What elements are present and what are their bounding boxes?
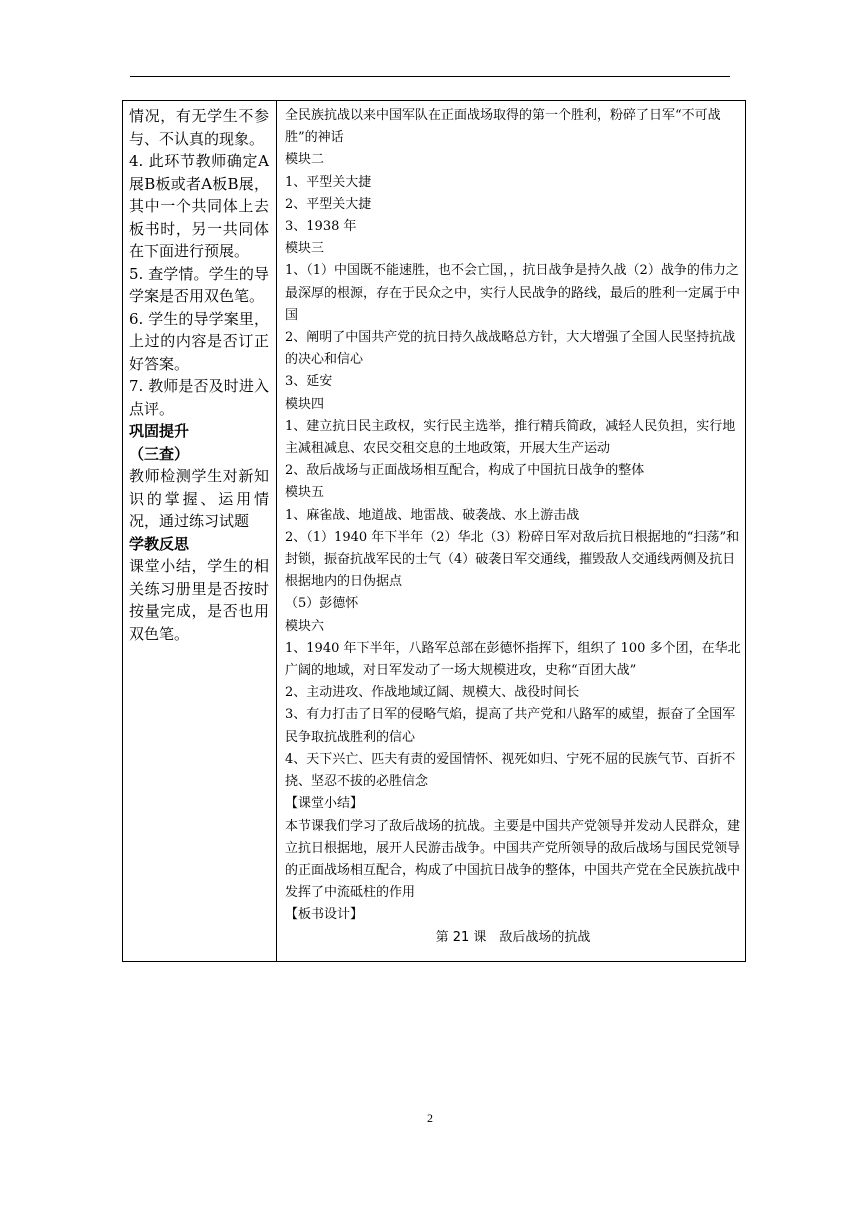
- answer-paragraph: 全民族抗战以来中国军队在正面战场取得的第一个胜利，粉碎了日军“不可战胜”的神话: [285, 108, 721, 146]
- answer-paragraph: 3、有力打击了日军的侵略气焰，提高了共产党和八路军的威望，振奋了全国军民争取抗战胜利的信心: [285, 707, 736, 745]
- answer-paragraph: 【课堂小结】: [285, 796, 364, 812]
- note-paragraph: 5. 查学情。学生的导学案是否用双色笔。: [129, 264, 269, 305]
- note-paragraph: 教师检测学生对新知识的掌握、运用情况，通过练习试题: [129, 467, 269, 530]
- answer-paragraph: 模块五: [285, 485, 325, 501]
- answer-paragraph: 2、敌后战场与正面战场相互配合，构成了中国抗日战争的整体: [285, 463, 645, 479]
- answer-paragraph: 3、1938 年: [285, 219, 357, 235]
- note-paragraph: 7. 教师是否及时进入点评。: [129, 377, 269, 418]
- answer-paragraph: 2、（1）1940 年下半年（2）华北（3）粉碎日军对敌后抗日根据地的“扫荡”和封锁，振奋抗战军民的士气（4）破袭日军交通线，摧毁敌人交通线两侧及抗日根据地内的日伪据点: [285, 529, 740, 590]
- header-rule: [130, 76, 730, 77]
- answer-paragraph: 4、天下兴亡、匹夫有责的爱国情怀、视死如归、宁死不屈的民族气节、百折不挠、坚忍不拔的必胜信念: [285, 751, 736, 790]
- answer-paragraph: 模块三: [285, 241, 325, 257]
- section-heading: 巩固提升: [129, 422, 190, 440]
- section-heading: 学教反思: [129, 534, 190, 553]
- answer-paragraph: 模块六: [285, 618, 325, 634]
- answer-paragraph: 3、延安: [285, 374, 333, 390]
- teaching-notes-column: [129, 105, 269, 645]
- page-number: 2: [427, 1111, 433, 1125]
- answer-paragraph: 1、1940 年下半年，八路军总部在彭德怀指挥下，组织了 100 多个团，在华北广阔的地域，对日军发动了一场大规模进攻，史称“百团大战”: [285, 640, 741, 679]
- answer-paragraph: 2、平型关大捷: [285, 196, 372, 212]
- answer-paragraph: 1、建立抗日民主政权，实行民主选举，推行精兵简政，减轻人民负担，实行地主减租减息、农民交租交息的土地政策，开展大生产运动: [285, 418, 736, 457]
- lesson-table: [122, 100, 746, 962]
- note-paragraph: 6. 学生的导学案里，上过的内容是否订正好答案。: [129, 309, 269, 373]
- note-paragraph: 4. 此环节教师确定A展B板或者A板B展，其中一个共同体上去板书时，另一共同体在下面进行预展。: [129, 152, 269, 260]
- answer-paragraph: 1、（1）中国既不能速胜，也不会亡国，，抗日战争是持久战（2）战争的伟力之最深厚的根源，存在于民众之中，实行人民战争的路线，最后的胜利一定属于中国: [285, 263, 741, 323]
- answer-paragraph: 1、平型关大捷: [285, 174, 372, 190]
- answer-paragraph: 2、阐明了中国共产党的抗日持久战战略总方针，大大增强了全国人民坚持抗战的决心和信心: [285, 330, 736, 368]
- answer-paragraph: 2、主动进攻、作战地域辽阔、规模大、战役时间长: [285, 685, 580, 701]
- column-divider: [276, 101, 277, 961]
- note-paragraph: 情况，有无学生不参与、不认真的现象。: [129, 107, 269, 148]
- answer-paragraph: 1、麻雀战、地道战、地雷战、破袭战、水上游击战: [285, 507, 580, 523]
- note-paragraph: 课堂小结，学生的相关练习册里是否按时按量完成，是否也用双色笔。: [129, 557, 269, 643]
- answer-paragraph: 本节课我们学习了敌后战场的抗战。主要是中国共产党领导并发动人民群众，建立抗日根据地，展开人民游击战争。中国共产党所领导的敌后战场与国民党领导的正面战场相互配合，构成了中国抗日战争的整体，中国共产党在全民族抗战中发挥了中流砥柱的作用: [285, 818, 741, 901]
- answer-paragraph: （5）彭德怀: [285, 596, 359, 612]
- section-heading: （三查）: [129, 444, 190, 463]
- answer-paragraph: 模块四: [285, 396, 325, 412]
- answer-paragraph: 【板书设计】: [285, 907, 364, 923]
- answer-paragraph: 模块二: [285, 152, 325, 168]
- answers-column: [285, 105, 741, 949]
- board-title: 第 21 课 敌后战场的抗战: [435, 929, 591, 945]
